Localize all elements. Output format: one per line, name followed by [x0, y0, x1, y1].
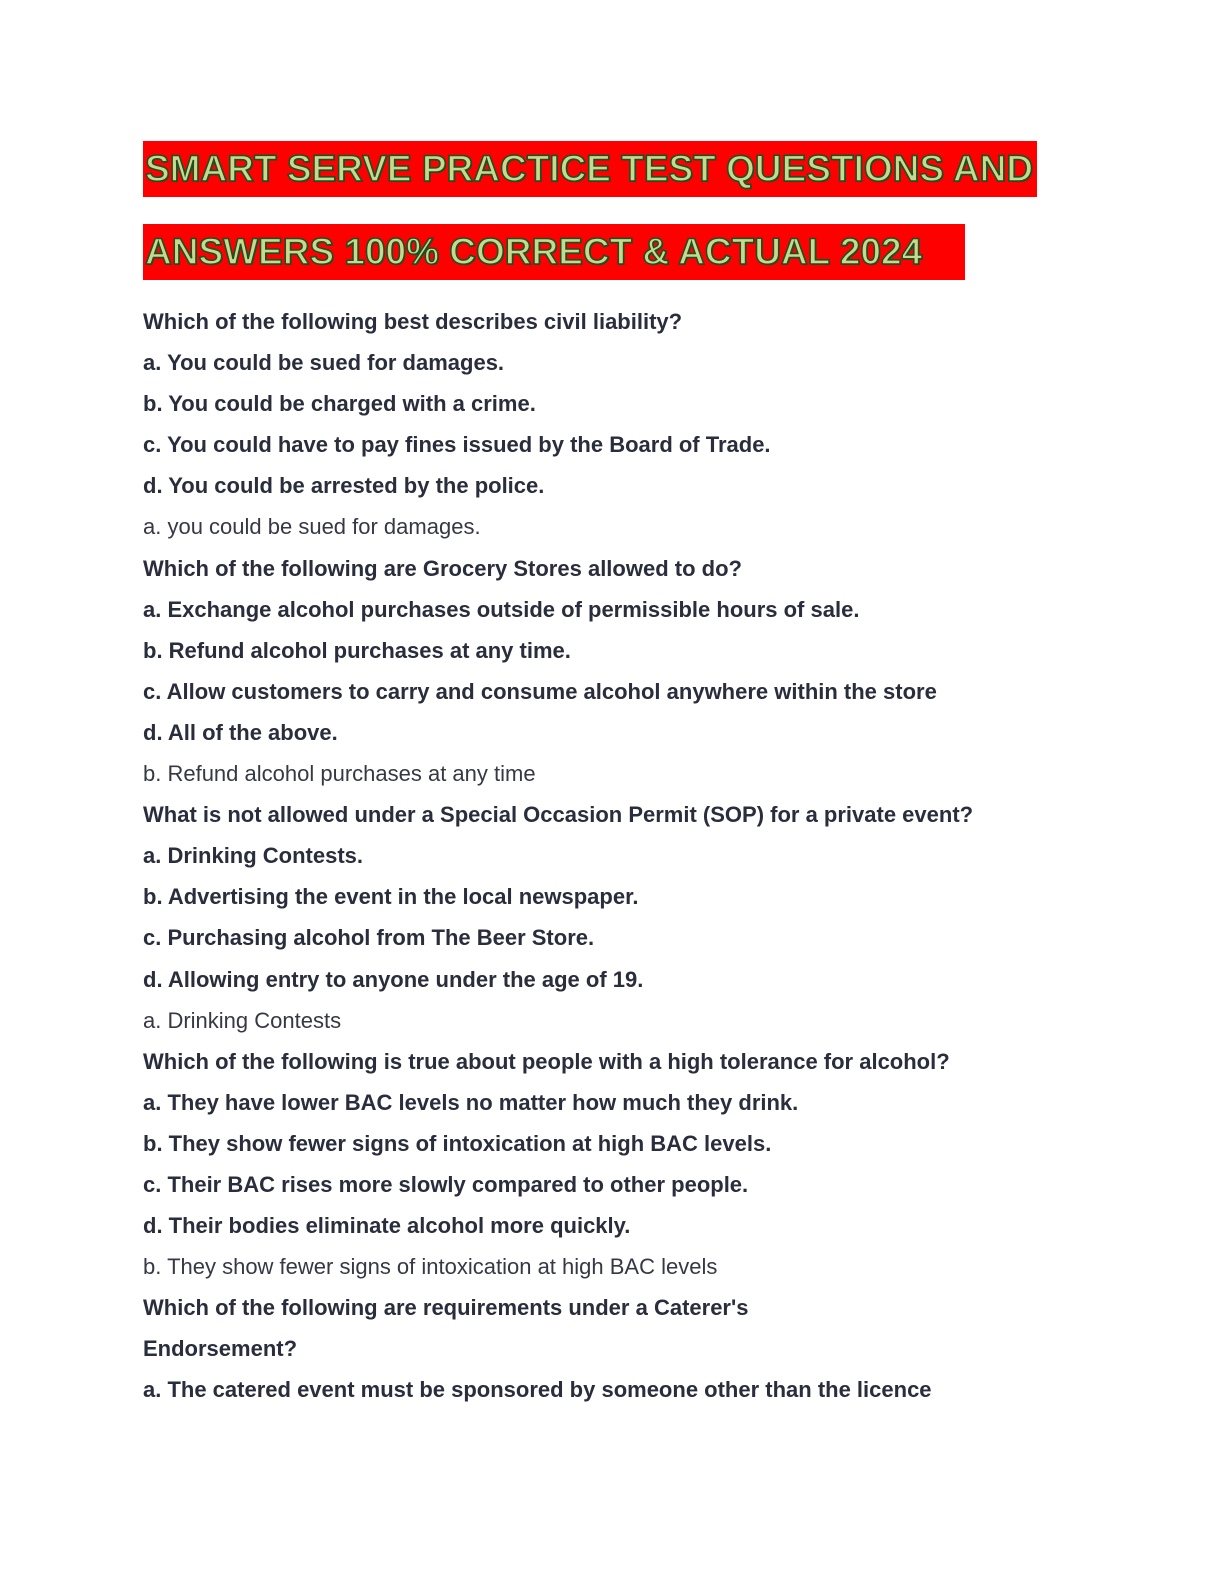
- option-b: b. They show fewer signs of intoxication at high BAC levels.: [143, 1130, 772, 1156]
- option-b: b. Advertising the event in the local newspaper.: [143, 884, 639, 910]
- option-c: c. You could have to pay fines issued by the Board of Trade.: [143, 432, 771, 458]
- question-list: [143, 301, 1103, 1411]
- document-title-line-2: ANSWERS 100% CORRECT & ACTUAL 2024: [143, 224, 965, 280]
- option-d: d. Allowing entry to anyone under the age of 19.: [143, 966, 644, 992]
- option-d: d. All of the above.: [143, 719, 338, 745]
- option-c: c. Their BAC rises more slowly compared to other people.: [143, 1171, 749, 1197]
- answer-text: b. They show fewer signs of intoxication at high BAC levels: [143, 1254, 718, 1280]
- option-a: a. The catered event must be sponsored by someone other than the licence: [143, 1377, 932, 1403]
- option-a: a. Drinking Contests.: [143, 843, 364, 869]
- option-c: c. Purchasing alcohol from The Beer Store.: [143, 925, 595, 951]
- option-b: b. Refund alcohol purchases at any time.: [143, 637, 571, 663]
- question-text: Which of the following are Grocery Stores allowed to do?: [143, 555, 742, 581]
- question-text: Which of the following is true about people with a high tolerance for alcohol?: [143, 1048, 950, 1074]
- answer-text: a. you could be sued for damages.: [143, 514, 481, 540]
- question-text-line-1: Which of the following are requirements under a Caterer's: [143, 1295, 749, 1321]
- option-c: c. Allow customers to carry and consume alcohol anywhere within the store: [143, 678, 937, 704]
- option-a: a. They have lower BAC levels no matter how much they drink.: [143, 1089, 799, 1115]
- option-d: d. Their bodies eliminate alcohol more quickly.: [143, 1213, 631, 1239]
- option-a: a. You could be sued for damages.: [143, 350, 505, 376]
- answer-text: a. Drinking Contests: [143, 1007, 342, 1033]
- option-d: d. You could be arrested by the police.: [143, 473, 545, 499]
- option-a: a. Exchange alcohol purchases outside of permissible hours of sale.: [143, 596, 860, 622]
- question-text: Which of the following best describes civil liability?: [143, 309, 683, 334]
- question-text-line-2: Endorsement?: [143, 1336, 298, 1362]
- answer-text: b. Refund alcohol purchases at any time: [143, 761, 536, 787]
- option-b: b. You could be charged with a crime.: [143, 391, 536, 417]
- question-text: What is not allowed under a Special Occasion Permit (SOP) for a private event?: [143, 802, 974, 828]
- document-title-line-1: SMART SERVE PRACTICE TEST QUESTIONS AND: [143, 141, 1037, 197]
